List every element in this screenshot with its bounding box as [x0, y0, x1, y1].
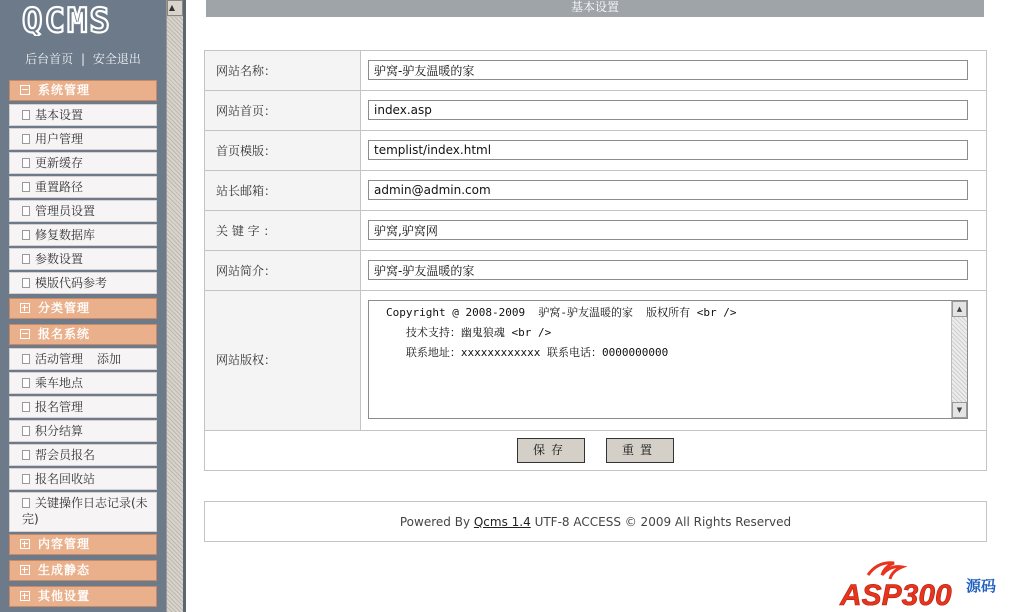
document-icon	[22, 378, 30, 388]
sidebar-item-label: 乘车地点	[35, 376, 84, 390]
label-cell	[205, 211, 361, 250]
sidebar-item-admins[interactable]	[9, 200, 157, 222]
plus-box-icon	[20, 539, 30, 549]
row-intro	[205, 251, 986, 291]
document-icon	[22, 278, 30, 288]
sidebar-item-label: 重置路径	[35, 180, 84, 194]
site-name-input[interactable]	[368, 60, 968, 80]
row-template	[205, 131, 986, 171]
group-content[interactable]	[9, 534, 157, 555]
save-button[interactable]: 保存	[517, 438, 585, 463]
sidebar-item-repair-db[interactable]	[9, 224, 157, 246]
template-label: 首页模版：	[216, 144, 277, 158]
plus-box-icon	[20, 303, 30, 313]
document-icon	[22, 230, 30, 240]
document-icon	[22, 254, 30, 264]
row-homepage	[205, 91, 986, 131]
button-row	[205, 431, 986, 470]
sidebar-item-pickup[interactable]	[9, 372, 157, 394]
homepage-input[interactable]	[368, 100, 968, 120]
value-cell	[362, 291, 986, 430]
link-separator: |	[80, 52, 86, 66]
sidebar-scrollbar[interactable]	[166, 0, 183, 612]
textarea-scrollbar[interactable]	[951, 301, 967, 418]
sidebar-item-label: 参数设置	[35, 252, 84, 266]
group-label: 生成静态	[38, 563, 91, 577]
document-icon	[22, 450, 30, 460]
sidebar-item-activities[interactable]	[9, 348, 157, 370]
value-cell	[362, 131, 986, 170]
copyright-line: 技术支持：幽鬼狼魂 <br />	[386, 326, 552, 339]
minus-box-icon	[20, 85, 30, 95]
document-icon	[22, 354, 30, 364]
group-label: 报名系统	[38, 327, 91, 341]
group-label: 系统管理	[38, 83, 91, 97]
sidebar-item-reset-path[interactable]	[9, 176, 157, 198]
admin-home-link[interactable]: 后台首页	[25, 52, 74, 66]
sidebar-item-label: 报名回收站	[35, 472, 96, 486]
sidebar-item-log[interactable]	[9, 492, 157, 532]
footer-suffix: UTF-8 ACCESS © 2009 All Rights Reserved	[530, 515, 792, 529]
value-cell	[362, 211, 986, 250]
footer-prefix: Powered By	[399, 515, 474, 529]
add-activity-link[interactable]: 添加	[97, 352, 122, 366]
frame-divider	[183, 0, 186, 612]
document-icon	[22, 474, 30, 484]
sidebar-item-users[interactable]	[9, 128, 157, 150]
plus-box-icon	[20, 591, 30, 601]
watermark-suffix: 源码	[966, 577, 997, 595]
sidebar-item-label: 更新缓存	[35, 156, 84, 170]
group-category[interactable]	[9, 298, 157, 319]
document-icon	[22, 426, 30, 436]
row-keywords	[205, 211, 986, 251]
sidebar-item-member-signup[interactable]	[9, 444, 157, 466]
sidebar-item-label: 模版代码参考	[35, 276, 108, 290]
sidebar-item-points[interactable]	[9, 420, 157, 442]
asp300-watermark-logo	[838, 557, 1008, 612]
site-name-label: 网站名称：	[216, 64, 277, 78]
svg-text:QCMS: QCMS	[22, 2, 112, 36]
group-static[interactable]	[9, 560, 157, 581]
top-links	[0, 50, 166, 67]
label-cell	[205, 131, 361, 170]
label-cell	[205, 251, 361, 290]
document-icon	[22, 402, 30, 412]
template-input[interactable]	[368, 140, 968, 160]
watermark-text: ASP300	[840, 579, 952, 612]
qcms-logo	[22, 2, 146, 36]
scroll-down-icon[interactable]: ▼	[952, 402, 967, 418]
qcms-link[interactable]: Qcms 1.4	[473, 515, 531, 529]
page-title: 基本设置	[206, 0, 984, 17]
group-label: 内容管理	[38, 537, 91, 551]
sidebar-item-template-ref[interactable]	[9, 272, 157, 294]
sidebar-item-params[interactable]	[9, 248, 157, 270]
scroll-up-icon[interactable]: ▲	[952, 301, 967, 317]
plus-box-icon	[20, 565, 30, 575]
sidebar-item-label: 基本设置	[35, 108, 84, 122]
sidebar-item-recycle[interactable]	[9, 468, 157, 490]
label-cell	[205, 171, 361, 210]
left-frame	[0, 0, 166, 612]
copyright-line: 联系地址：xxxxxxxxxxxx 联系电话：0000000000	[386, 346, 669, 359]
document-icon	[22, 182, 30, 192]
sidebar-item-label: 管理员设置	[35, 204, 96, 218]
copyright-line: Copyright @ 2008-2009 驴窝-驴友温暖的家 版权所有 <br />	[386, 306, 737, 319]
copyright-text	[369, 301, 950, 418]
document-icon	[22, 206, 30, 216]
value-cell	[362, 251, 986, 290]
scroll-up-icon[interactable]: ▲	[167, 0, 183, 16]
sidebar-item-label: 积分结算	[35, 424, 84, 438]
document-icon	[22, 134, 30, 144]
sidebar-item-signups[interactable]	[9, 396, 157, 418]
logout-link[interactable]: 安全退出	[92, 52, 141, 66]
page-scrollbar[interactable]	[1000, 0, 1011, 612]
email-input[interactable]	[368, 180, 968, 200]
scrollbar-track[interactable]	[167, 17, 183, 612]
sidebar-item-basic-settings[interactable]	[9, 104, 157, 126]
label-cell	[205, 51, 361, 90]
group-system[interactable]	[9, 80, 157, 101]
sidebar-item-label: 帮会员报名	[35, 448, 96, 462]
sidebar-item-label: 用户管理	[35, 132, 84, 146]
document-icon	[22, 110, 30, 120]
value-cell	[362, 91, 986, 130]
row-email	[205, 171, 986, 211]
row-site-name	[205, 51, 986, 91]
sidebar-item-label: 活动管理	[35, 352, 84, 366]
value-cell	[362, 171, 986, 210]
intro-label: 网站简介：	[216, 264, 277, 278]
footer	[204, 501, 987, 542]
email-label: 站长邮箱：	[216, 184, 277, 198]
label-cell	[205, 91, 361, 130]
sidebar-item-label: 关键操作日志记录(未完)	[22, 496, 148, 526]
intro-input[interactable]	[368, 260, 968, 280]
document-icon	[22, 158, 30, 168]
keywords-input[interactable]	[368, 220, 968, 240]
row-copyright	[205, 291, 986, 431]
copyright-label: 网站版权：	[216, 353, 277, 367]
group-other[interactable]	[9, 586, 157, 607]
document-icon	[22, 498, 30, 508]
group-label: 其他设置	[38, 589, 91, 603]
sidebar-item-label: 报名管理	[35, 400, 84, 414]
value-cell	[362, 51, 986, 90]
group-signup[interactable]	[9, 324, 157, 345]
reset-button[interactable]: 重置	[606, 438, 674, 463]
settings-form	[204, 50, 987, 471]
keywords-label: 关 键 字 ：	[216, 224, 276, 238]
sidebar-item-label: 修复数据库	[35, 228, 96, 242]
minus-box-icon	[20, 329, 30, 339]
copyright-textarea[interactable]	[368, 300, 968, 419]
sidebar-item-cache[interactable]	[9, 152, 157, 174]
group-label: 分类管理	[38, 301, 91, 315]
homepage-label: 网站首页：	[216, 104, 277, 118]
label-cell	[205, 291, 361, 430]
